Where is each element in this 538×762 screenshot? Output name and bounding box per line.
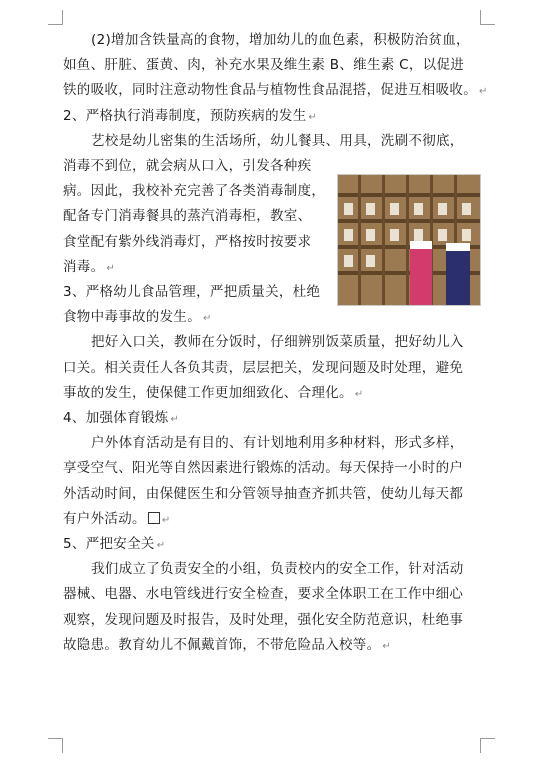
text-line — [63, 257, 115, 277]
line-text: 把好入口关，教师在分饭时，仔细辨别饭菜质量，把好幼儿入 — [91, 334, 464, 351]
line-text: 3、严格幼儿食品管理，严把质量关，杜绝 — [63, 284, 321, 300]
paragraph-mark-icon: ↵ — [106, 262, 116, 274]
text-line — [63, 635, 391, 655]
line-text: 有户外活动。 — [63, 510, 146, 527]
text-line — [63, 509, 171, 529]
text-line — [63, 484, 463, 504]
text-line — [63, 307, 212, 327]
paragraph-mark-icon: ↵ — [479, 86, 488, 98]
line-text: 器械、电器、水电管线进行安全检查，要求全体职工在工作中细心 — [63, 586, 464, 603]
cabinet-photo — [337, 174, 481, 306]
text-line — [63, 383, 364, 403]
paragraph-mark-icon: ↵ — [170, 414, 180, 425]
line-text: 事故的发生，使保健工作更加细致化、合理化。 — [63, 384, 353, 401]
line-text: 2、严格执行消毒制度，预防疾病的发生 — [63, 107, 307, 124]
placeholder-box-icon — [148, 512, 160, 524]
text-line — [63, 584, 463, 604]
page-corner-top-right — [480, 10, 495, 25]
line-text: 4、加强体育锻炼 — [63, 410, 169, 426]
text-line — [63, 181, 325, 201]
page-corner-top-left — [48, 10, 63, 25]
text-line — [63, 358, 463, 378]
paragraph-mark-icon: ↵ — [308, 111, 318, 123]
line-text: 故隐患。教育幼儿不佩戴首饰，不带危险品入校等。 — [63, 636, 381, 653]
text-line — [63, 156, 311, 176]
text-line — [63, 458, 463, 478]
page-corner-bottom-left — [48, 738, 63, 753]
page-corner-bottom-right — [480, 738, 495, 753]
line-text: 病。因此，我校补充完善了各类消毒制度， — [63, 183, 326, 200]
paragraph-mark-icon: ↵ — [156, 540, 166, 551]
text-line — [63, 232, 311, 252]
text-line — [63, 30, 470, 50]
paragraph-mark-icon: ↵ — [203, 313, 212, 325]
line-text: 消毒。 — [63, 258, 105, 275]
text-line — [63, 534, 165, 554]
text-line — [63, 610, 463, 630]
line-text: 5、严把安全关 — [63, 536, 155, 552]
line-text: 口关。相关责任人各负其责，层层把关，发现问题及时处理，避免 — [63, 359, 464, 376]
paragraph-mark-icon: ↵ — [354, 388, 364, 400]
cabinet-photo-graphic — [338, 175, 480, 305]
line-text: 享受空气、阳光等自然因素进行锻炼的活动。每天保持一小时的户 — [63, 460, 464, 477]
line-text: 外活动时间，由保健医生和分管领导抽查齐抓共管，使幼儿每天都 — [63, 485, 464, 502]
line-text: 户外体育活动是有目的、有计划地利用多种材料，形式多样， — [91, 435, 464, 452]
text-line — [63, 559, 464, 579]
line-text: 消毒不到位，就会病从口入，引发各种疾 — [63, 158, 312, 174]
text-line — [63, 106, 317, 126]
paragraph-mark-icon: ↵ — [161, 514, 171, 526]
line-text: 铁的吸收，同时注意动物性食品与植物性食品混搭，促进互相吸收。 — [63, 82, 477, 99]
line-text: 配备专门消毒餐具的蒸汽消毒柜，教室、 — [63, 208, 312, 225]
paragraph-mark-icon: ↵ — [382, 640, 392, 652]
text-line — [63, 55, 464, 75]
line-text: (2)增加含铁量高的食物，增加幼儿的血色素，积极防治贫血， — [91, 32, 470, 48]
line-text: 食物中毒事故的发生。 — [63, 309, 201, 326]
text-line — [63, 282, 320, 302]
text-line — [63, 131, 464, 151]
line-text: 如鱼、肝脏、蛋黄、肉，补充水果及维生素 B、维生素 C，以促进 — [63, 57, 465, 74]
line-text: 观察，发现问题及时报告，及时处理，强化安全防范意识，杜绝事 — [63, 611, 464, 628]
line-text: 食堂配有紫外线消毒灯，严格按时按要求 — [63, 233, 312, 250]
text-line — [63, 206, 311, 226]
text-line — [63, 332, 464, 352]
text-line — [63, 408, 179, 428]
text-line — [63, 433, 464, 453]
line-text: 我们成立了负责安全的小组，负责校内的安全工作，针对活动 — [91, 561, 464, 578]
text-line — [63, 80, 488, 100]
line-text: 艺校是幼儿密集的生活场所，幼儿餐具、用具，洗刷不彻底， — [91, 132, 464, 149]
